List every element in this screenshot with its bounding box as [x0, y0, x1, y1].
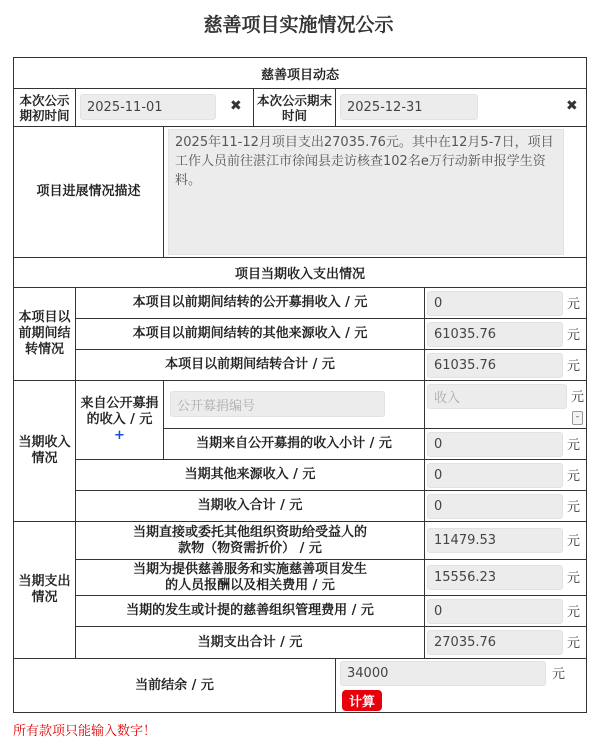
unit-label: 元: [567, 328, 581, 343]
income-public-code-cell: [164, 381, 425, 429]
carryover-other-label: 本项目以前期间结转的其他来源收入 / 元: [76, 319, 425, 350]
income-other-label: 当期其他来源收入 / 元: [76, 460, 425, 491]
remove-row-button[interactable]: -: [572, 411, 583, 425]
section-header-dynamics: 慈善项目动态: [14, 58, 586, 89]
unit-label: 元: [571, 390, 585, 405]
income-total-input[interactable]: 0: [427, 494, 563, 519]
carryover-total-input[interactable]: 61035.76: [427, 353, 563, 378]
expense-total-cell: [425, 627, 586, 659]
income-total-cell: [425, 491, 586, 522]
income-public-label: 来自公开募捐的收入 / 元: [80, 396, 159, 427]
public-fundraising-code-input[interactable]: 公开募捐编号: [170, 391, 385, 417]
unit-label: 元: [567, 359, 581, 374]
expense-direct-input[interactable]: 11479.53: [427, 528, 563, 553]
carryover-other-input[interactable]: 61035.76: [427, 322, 563, 347]
balance-cell: [336, 659, 586, 713]
clear-end-date-icon[interactable]: ✖: [566, 98, 578, 114]
period-end-input[interactable]: 2025-12-31: [340, 94, 478, 120]
expense-admin-cell: [425, 596, 586, 627]
unit-label: 元: [567, 636, 581, 651]
balance-input[interactable]: 34000: [340, 661, 546, 686]
balance-label: 当前结余 / 元: [14, 659, 336, 713]
income-public-subtotal-cell: [425, 429, 586, 460]
section-header-finance: 项目当期收入支出情况: [14, 258, 586, 288]
income-public-subtotal-input[interactable]: 0: [427, 432, 563, 457]
period-start-cell: [76, 89, 254, 127]
disclosure-table: [13, 57, 587, 713]
expense-direct-cell: [425, 522, 586, 560]
carryover-total-label: 本项目以前期间结转合计 / 元: [76, 350, 425, 381]
unit-label: 元: [567, 571, 581, 586]
income-group-label: 当期收入情况: [14, 381, 76, 522]
carryover-public-label: 本项目以前期间结转的公开募捐收入 / 元: [76, 288, 425, 319]
unit-label: 元: [567, 297, 581, 312]
add-plus-icon[interactable]: +: [114, 428, 125, 443]
expense-group-label: 当期支出情况: [14, 522, 76, 659]
calculate-button[interactable]: 计算: [342, 690, 382, 711]
carryover-group-label: 本项目以前期间结转情况: [14, 288, 76, 381]
expense-total-label: 当期支出合计 / 元: [76, 627, 425, 659]
progress-label: 项目进展情况描述: [14, 127, 164, 258]
period-end-label: 本次公示期末时间: [254, 89, 336, 127]
carryover-other-cell: [425, 319, 586, 350]
public-fundraising-amount-input[interactable]: 收入: [427, 384, 567, 409]
expense-service-label: 当期为提供慈善服务和实施慈善项目发生的人员报酬以及相关费用 / 元: [76, 560, 425, 596]
income-public-label-cell: [76, 381, 164, 460]
unit-label: 元: [567, 469, 581, 484]
unit-label: 元: [567, 605, 581, 620]
expense-direct-label: 当期直接或委托其他组织资助给受益人的款物（物资需折价） / 元: [76, 522, 425, 560]
expense-admin-input[interactable]: 0: [427, 599, 563, 624]
carryover-public-cell: [425, 288, 586, 319]
expense-service-input[interactable]: 15556.23: [427, 565, 563, 590]
numbers-only-note: 所有款项只能输入数字！: [13, 724, 157, 739]
clear-start-date-icon[interactable]: ✖: [230, 98, 242, 114]
period-start-label: 本次公示期初时间: [14, 89, 76, 127]
expense-total-input[interactable]: 27035.76: [427, 630, 563, 655]
unit-label: 元: [552, 667, 566, 682]
carryover-public-input[interactable]: 0: [427, 291, 563, 316]
unit-label: 元: [567, 500, 581, 515]
period-start-input[interactable]: 2025-11-01: [80, 94, 216, 120]
income-other-cell: [425, 460, 586, 491]
expense-admin-label: 当期的发生或计提的慈善组织管理费用 / 元: [76, 596, 425, 627]
progress-description-textarea[interactable]: 2025年11-12月项目支出27035.76元。其中在12月5-7日，项目工作人员前往湛江市徐闻县走访核查102名e万行动新申报学生资料。: [168, 129, 564, 255]
income-other-input[interactable]: 0: [427, 463, 563, 488]
page-title: 慈善项目实施情况公示: [203, 14, 394, 36]
unit-label: 元: [567, 438, 581, 453]
carryover-total-cell: [425, 350, 586, 381]
income-public-subtotal-label: 当期来自公开募捐的收入小计 / 元: [164, 429, 425, 460]
income-public-amount-cell: [425, 381, 586, 429]
expense-service-cell: [425, 560, 586, 596]
period-end-cell: [336, 89, 586, 127]
unit-label: 元: [567, 534, 581, 549]
income-total-label: 当期收入合计 / 元: [76, 491, 425, 522]
progress-cell: [164, 127, 586, 258]
